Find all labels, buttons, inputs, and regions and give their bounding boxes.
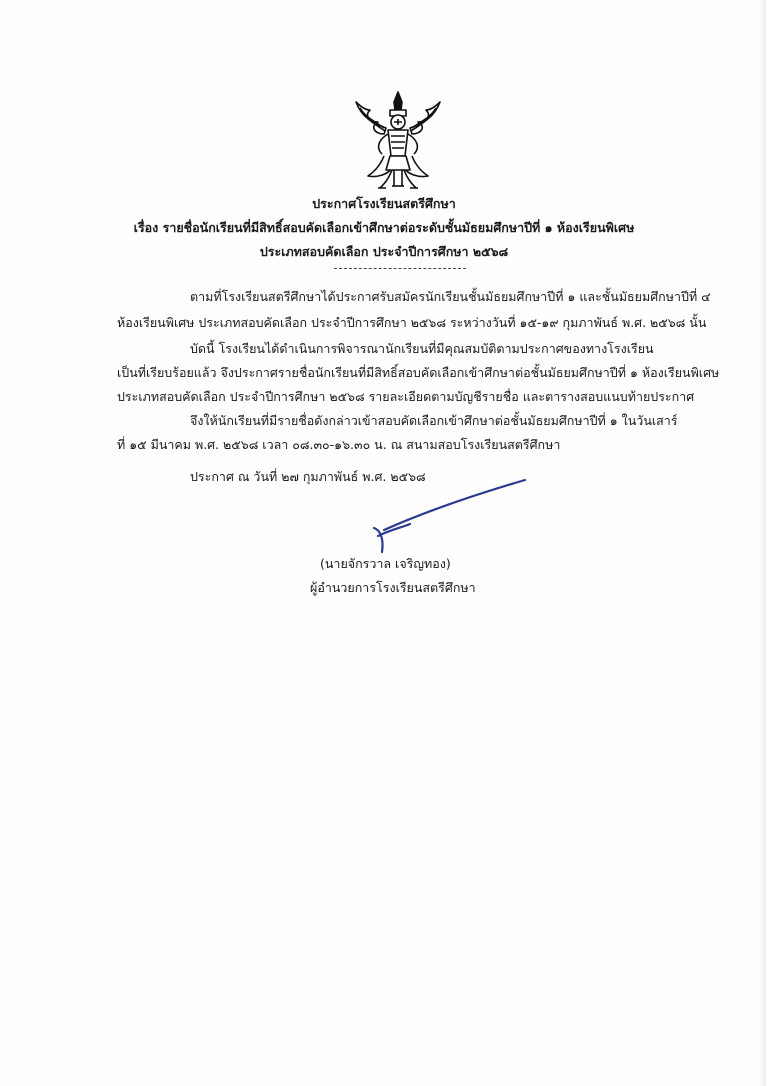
signatory-position: ผู้อำนวยการโรงเรียนสตรีศึกษา xyxy=(310,580,476,595)
announcement-date: ประกาศ ณ วันที่ ๒๗ กุมภาพันธ์ พ.ศ. ๒๕๖๘ xyxy=(190,469,426,484)
garuda-emblem xyxy=(348,88,448,196)
handwritten-signature xyxy=(360,470,530,560)
signatory-name: (นายจักรวาล เจริญทอง) xyxy=(320,556,451,571)
paragraph-1-line-1: ตามที่โรงเรียนสตรีศึกษาได้ประกาศรับสมัครนักเรียนชั้นมัธยมศึกษาปีที่ ๑ และชั้นมัธยมศึกษาปีที่ ๔ xyxy=(190,289,711,304)
separator-line xyxy=(334,268,466,269)
paragraph-2-line-2: เป็นที่เรียบร้อยแล้ว จึงประกาศรายชื่อนักเรียนที่มีสิทธิ์สอบคัดเลือกเข้าศึกษาต่อชั้นมัธยมศึกษาปีที่ ๑ ห้องเรียนพิเศษ xyxy=(117,365,720,380)
scan-edge xyxy=(758,0,766,1086)
document-subject-line2: ประเภทสอบคัดเลือก ประจำปีการศึกษา ๒๕๖๘ xyxy=(259,244,509,259)
paragraph-3-line-1: จึงให้นักเรียนที่มีรายชื่อดังกล่าวเข้าสอบคัดเลือกเข้าศึกษาต่อชั้นมัธยมศึกษาปีที่ ๑ ในวันเสาร์ xyxy=(190,413,678,428)
paragraph-3-line-2: ที่ ๑๕ มีนาคม พ.ศ. ๒๕๖๘ เวลา ๐๘.๓๐-๑๖.๓๐ น. ณ สนามสอบโรงเรียนสตรีศึกษา xyxy=(117,437,561,452)
paragraph-2-line-1: บัดนี้ โรงเรียนได้ดำเนินการพิจารณานักเรียนที่มีคุณสมบัติตามประกาศของทางโรงเรียน xyxy=(190,341,654,356)
document-subject: เรื่อง รายชื่อนักเรียนที่มีสิทธิ์สอบคัดเลือกเข้าศึกษาต่อระดับชั้นมัธยมศึกษาปีที่ ๑ ห้องเรียนพิเศษ xyxy=(133,220,635,235)
document-heading: ประกาศโรงเรียนสตรีศึกษา xyxy=(312,196,456,211)
paragraph-2-line-3: ประเภทสอบคัดเลือก ประจำปีการศึกษา ๒๕๖๘ รายละเอียดตามบัญชีรายชื่อ และตารางสอบแนบท้ายประกาศ xyxy=(117,389,695,404)
paragraph-1-line-2: ห้องเรียนพิเศษ ประเภทสอบคัดเลือก ประจำปีการศึกษา ๒๕๖๘ ระหว่างวันที่ ๑๕-๑๙ กุมภาพันธ์ พ.ศ. ๒๕๖๘ นั้น xyxy=(117,315,707,330)
